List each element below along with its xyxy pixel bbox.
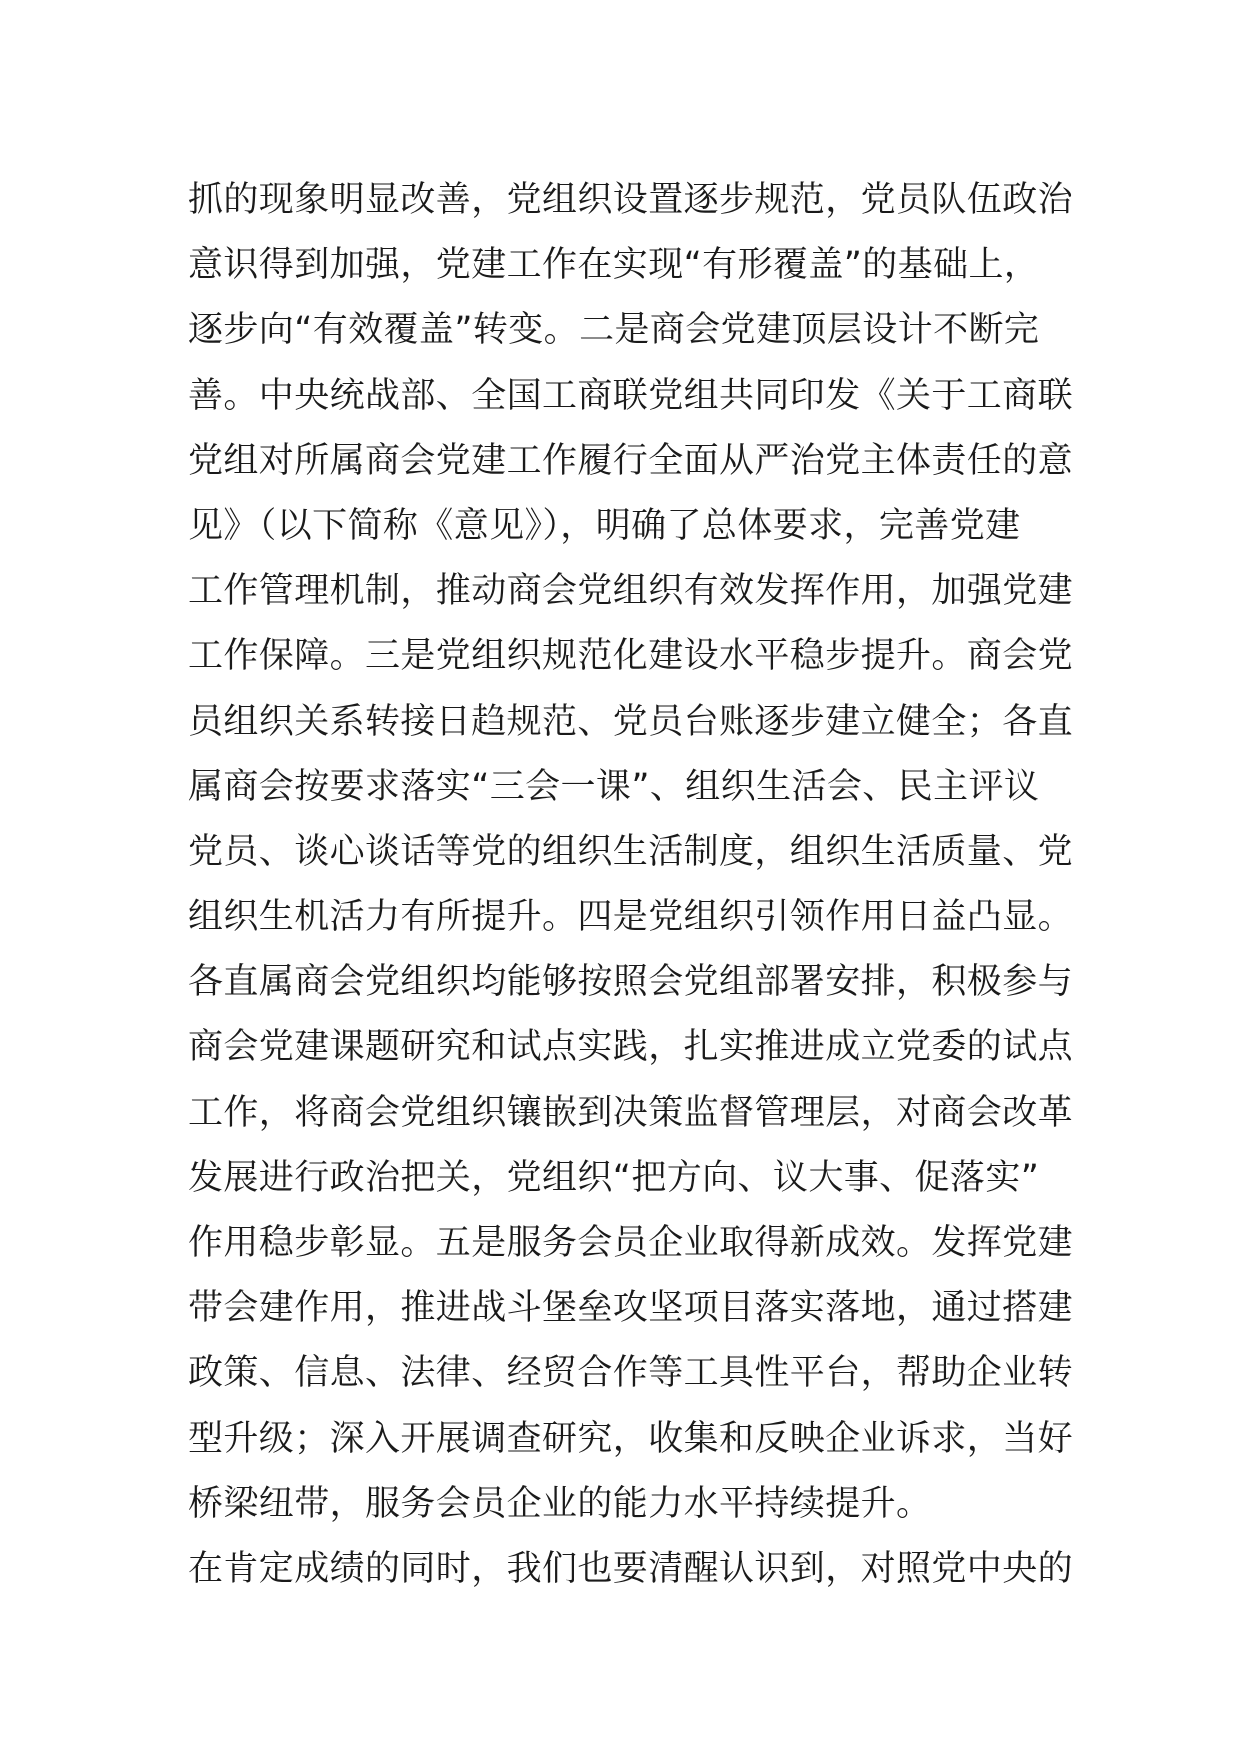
text-line: 带会建作用，推进战斗堡垒攻坚项目落实落地，通过搭建 [188, 1288, 1074, 1329]
text-line: 商会党建课题研究和试点实践，扎实推进成立党委的试点 [188, 1027, 1074, 1068]
text-line: 属商会按要求落实“三会一课”、组织生活会、民主评议 [188, 766, 1040, 807]
text-line: 桥梁纽带，服务会员企业的能力水平持续提升。 [188, 1483, 932, 1524]
text-line: 工作，将商会党组织镶嵌到决策监督管理层，对商会改革 [188, 1092, 1074, 1133]
text-line: 作用稳步彰显。五是服务会员企业取得新成效。发挥党建 [188, 1223, 1074, 1263]
text-line: 工作保障。三是党组织规范化建设水平稳步提升。商会党 [188, 636, 1074, 677]
text-line: 组织生机活力有所提升。四是党组织引领作用日益凸显。 [188, 897, 1074, 938]
text-line: 发展进行政治把关，党组织“把方向、议大事、促落实” [188, 1157, 1040, 1198]
text-line: 员组织关系转接日趋规范、党员台账逐步建立健全；各直 [188, 701, 1074, 742]
body-text [188, 168, 1074, 1602]
text-line: 各直属商会党组织均能够按照会党组部署安排，积极参与 [188, 962, 1074, 1003]
text-line: 善。中央统战部、全国工商联党组共同印发《关于工商联 [188, 375, 1074, 416]
text-line: 意识得到加强，党建工作在实现“有形覆盖”的基础上， [188, 245, 1040, 286]
text-line: 见》（以下简称《意见》），明确了总体要求，完善党建 [188, 505, 1021, 546]
text-line: 工作管理机制，推动商会党组织有效发挥作用，加强党建 [188, 571, 1074, 612]
text-line: 在肯定成绩的同时，我们也要清醒认识到，对照党中央的 [188, 1548, 1074, 1589]
text-line: 逐步向“有效覆盖”转变。二是商会党建顶层设计不断完 [188, 310, 1040, 351]
text-line: 政策、信息、法律、经贸合作等工具性平台，帮助企业转 [188, 1353, 1074, 1394]
text-line: 型升级；深入开展调查研究，收集和反映企业诉求，当好 [188, 1418, 1074, 1459]
text-line: 党员、谈心谈话等党的组织生活制度，组织生活质量、党 [188, 831, 1074, 872]
text-line: 党组对所属商会党建工作履行全面从严治党主体责任的意 [188, 440, 1074, 481]
text-line: 抓的现象明显改善，党组织设置逐步规范，党员队伍政治 [188, 180, 1074, 220]
